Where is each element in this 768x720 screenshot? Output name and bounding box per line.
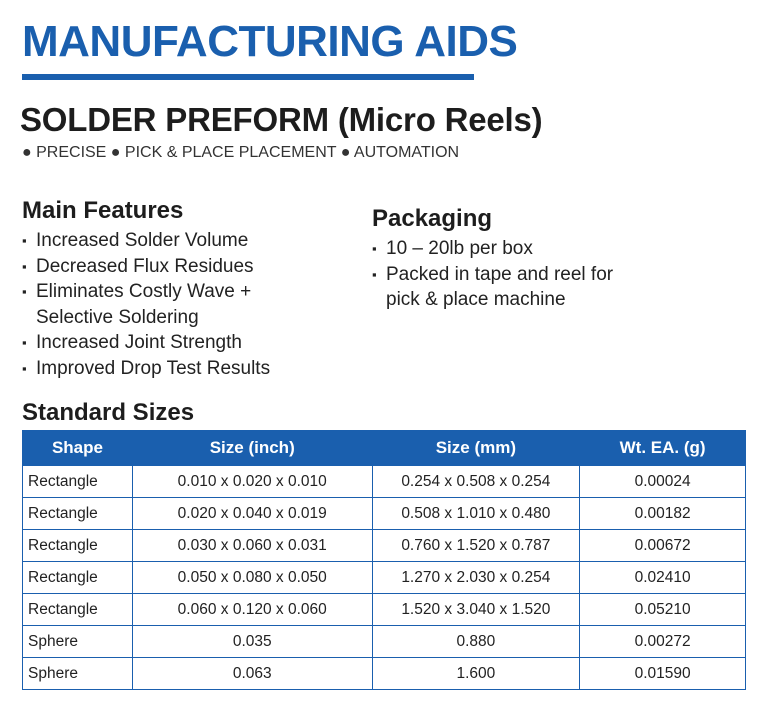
bullet-icon: ▪ <box>22 233 27 248</box>
bullet-icon: ▪ <box>22 258 27 274</box>
packaging-list <box>372 236 752 313</box>
cell-size-inch: 0.060 x 0.120 x 0.060 <box>132 594 372 626</box>
cell-weight: 0.01590 <box>580 658 746 690</box>
packaging-item <box>372 262 752 313</box>
bullet-icon: ▪ <box>22 335 27 350</box>
cell-size-mm: 1.600 <box>372 658 580 690</box>
table-row <box>23 658 746 690</box>
feature-item <box>22 330 352 356</box>
cell-shape: Sphere <box>23 658 133 690</box>
cell-weight: 0.00182 <box>580 498 746 530</box>
bullet-icon: ▪ <box>372 266 377 282</box>
bullet-icon: ▪ <box>22 284 27 299</box>
features-list <box>22 228 352 381</box>
feature-item <box>22 279 352 330</box>
sizes-table <box>22 430 746 690</box>
packaging-item <box>372 236 752 262</box>
column-header-shape: Shape <box>23 431 133 466</box>
cell-size-mm: 0.508 x 1.010 x 0.480 <box>372 498 580 530</box>
table-row <box>23 530 746 562</box>
banner-underline <box>22 74 474 80</box>
standard-sizes-section <box>22 398 746 690</box>
table-row <box>23 466 746 498</box>
table-row <box>23 562 746 594</box>
main-features-heading: Main Features <box>22 197 184 224</box>
table-header-row <box>23 431 746 466</box>
cell-shape: Sphere <box>23 626 133 658</box>
bullet-icon: ▪ <box>372 241 377 256</box>
cell-weight: 0.00272 <box>580 626 746 658</box>
cell-size-inch: 0.010 x 0.020 x 0.010 <box>132 466 372 498</box>
cell-shape: Rectangle <box>23 562 133 594</box>
tag-pick-place: ● PICK & PLACE PLACEMENT <box>110 144 341 161</box>
table-row <box>23 594 746 626</box>
cell-shape: Rectangle <box>23 530 133 562</box>
packaging-section <box>372 204 752 313</box>
packaging-text: Packed in tape and reel for pick & place machine <box>386 263 614 310</box>
banner-title: MANUFACTURING AIDS <box>22 17 518 66</box>
cell-size-inch: 0.020 x 0.040 x 0.019 <box>132 498 372 530</box>
cell-size-inch: 0.050 x 0.080 x 0.050 <box>132 562 372 594</box>
product-tagline <box>22 144 459 162</box>
column-header-size-inch: Size (inch) <box>132 431 372 466</box>
cell-size-inch: 0.035 <box>132 626 372 658</box>
feature-item <box>22 254 352 280</box>
cell-size-inch: 0.030 x 0.060 x 0.031 <box>132 530 372 562</box>
cell-size-mm: 1.520 x 3.040 x 1.520 <box>372 594 580 626</box>
cell-size-mm: 0.760 x 1.520 x 0.787 <box>372 530 580 562</box>
bullet-icon: ▪ <box>22 360 27 376</box>
tag-precise: ● PRECISE <box>22 144 111 161</box>
product-title: SOLDER PREFORM (Micro Reels) <box>20 101 543 138</box>
feature-item <box>22 228 352 254</box>
cell-weight: 0.05210 <box>580 594 746 626</box>
cell-size-inch: 0.063 <box>132 658 372 690</box>
cell-weight: 0.00672 <box>580 530 746 562</box>
feature-item <box>22 356 352 382</box>
cell-size-mm: 1.270 x 2.030 x 0.254 <box>372 562 580 594</box>
feature-text: Eliminates Costly Wave + Selective Soldering <box>36 281 252 328</box>
cell-weight: 0.00024 <box>580 466 746 498</box>
column-header-weight: Wt. EA. (g) <box>580 431 746 466</box>
feature-text: Decreased Flux Residues <box>36 255 254 277</box>
cell-size-mm: 0.254 x 0.508 x 0.254 <box>372 466 580 498</box>
feature-text: Improved Drop Test Results <box>36 357 271 379</box>
tag-automation: ● AUTOMATION <box>340 144 460 161</box>
banner <box>22 14 517 80</box>
cell-weight: 0.02410 <box>580 562 746 594</box>
table-row <box>23 626 746 658</box>
cell-size-mm: 0.880 <box>372 626 580 658</box>
feature-text: Increased Solder Volume <box>36 230 249 251</box>
table-row <box>23 498 746 530</box>
packaging-heading: Packaging <box>372 205 493 232</box>
feature-text: Increased Joint Strength <box>36 332 242 353</box>
standard-sizes-heading: Standard Sizes <box>22 399 195 426</box>
cell-shape: Rectangle <box>23 466 133 498</box>
cell-shape: Rectangle <box>23 498 133 530</box>
cell-shape: Rectangle <box>23 594 133 626</box>
packaging-text: 10 – 20lb per box <box>386 238 533 259</box>
main-features-section <box>22 196 352 381</box>
column-header-size-mm: Size (mm) <box>372 431 580 466</box>
